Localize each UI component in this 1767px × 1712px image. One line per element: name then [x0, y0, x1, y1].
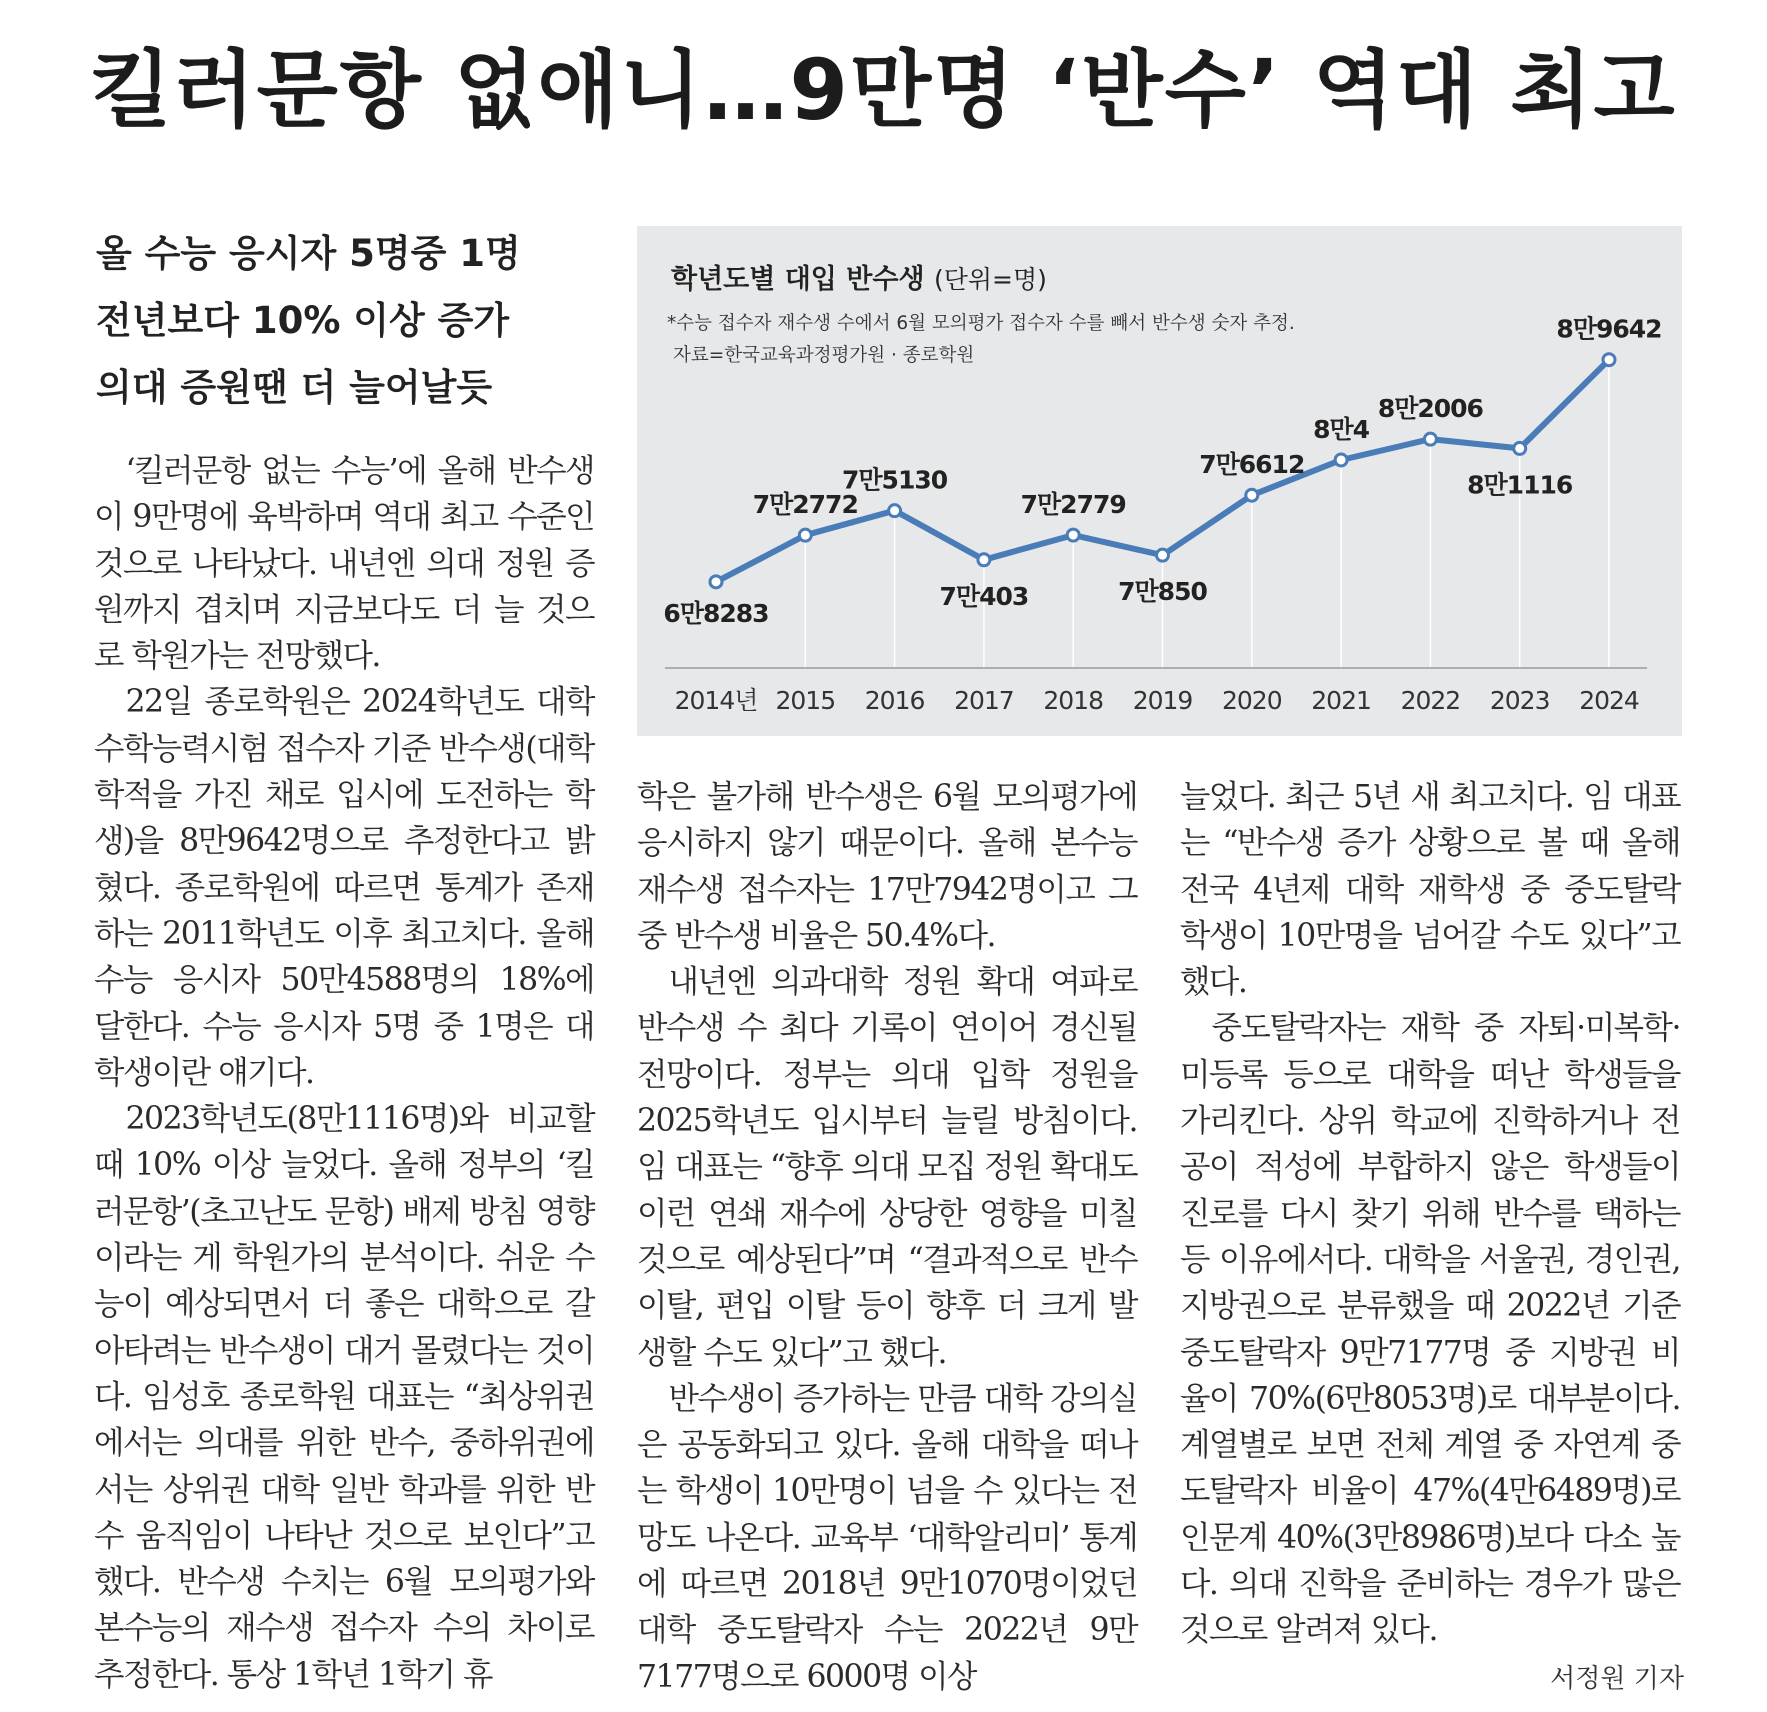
- paragraph: 중도탈락자는 재학 중 자퇴·미복학·미등록 등으로 대학을 떠난 학생들을 가리킨다. 상위 학교에 진학하거나 전공이 적성에 부합하지 않은 학생들이 진로를 다시 찾기 위해 반수를 택하는 등 이유에서다. 대학을 서울권, 경인권, 지방권으로 분류했을 때 2022년 기준 중도탈락자 9만7177명 중 지방권 비율이 70%(6만8053명)로 대부분이다. 계열별로 보면 전체 계열 중 자연계 중도탈락자 비율이 47%(4만6489명)로 인문계 40%(3만8986명)보다 다소 높다. 의대 진학을 준비하는 경우가 많은 것으로 알려져 있다.: [1180, 1010, 1680, 1649]
- article-column-3: [1180, 774, 1680, 1654]
- subheadline-2: 전년보다 10% 이상 증가: [96, 299, 510, 342]
- paragraph: 학은 불가해 반수생은 6월 모의평가에 응시하지 않기 때문이다. 올해 본수능 재수생 접수자는 17만7942명이고 그 중 반수생 비율은 50.4%다.: [637, 779, 1137, 954]
- data-label: 7만2779: [1020, 490, 1126, 520]
- chart-source: 자료=한국교육과정평가원 · 종로학원: [673, 345, 975, 366]
- x-tick-label: 2017: [954, 686, 1014, 715]
- line-chart: [637, 226, 1682, 736]
- paragraph: ‘킬러문항 없는 수능’에 올해 반수생이 9만명에 육박하며 역대 최고 수준인 것으로 나타났다. 내년엔 의대 정원 증원까지 겹치며 지금보다도 더 늘 것으로 학원가는 전망했다.: [94, 453, 594, 675]
- chart-unit: (단위=명): [933, 265, 1047, 294]
- subheadline-1: 올 수능 응시자 5명중 1명: [96, 232, 521, 275]
- x-tick-label: 2021: [1311, 686, 1371, 715]
- data-label: 7만403: [939, 581, 1029, 611]
- data-label: 8만4: [1313, 414, 1370, 444]
- data-point: [1335, 454, 1347, 466]
- x-tick-label: 2020: [1221, 686, 1282, 715]
- x-tick-label: 2015: [775, 686, 836, 715]
- data-label: 7만5130: [842, 465, 948, 495]
- article-column-1: [94, 448, 594, 1698]
- data-point: [710, 576, 722, 588]
- data-label: 7만6612: [1199, 450, 1305, 480]
- paragraph: 늘었다. 최근 5년 새 최고치다. 임 대표는 “반수생 증가 상황으로 볼 때 올해 전국 4년제 대학 재학생 중 중도탈락 학생이 10만명을 넘어갈 수도 있다”고 했다.: [1180, 779, 1680, 1001]
- data-label: 6만8283: [663, 598, 769, 628]
- data-label: 8만9642: [1556, 314, 1662, 344]
- chart-title-text: 학년도별 대입 반수생: [671, 264, 925, 295]
- article-column-2: [637, 774, 1137, 1700]
- paragraph: 내년엔 의과대학 정원 확대 여파로 반수생 수 최다 기록이 연이어 경신될 전망이다. 정부는 의대 입학 정원을 2025학년도 입시부터 늘릴 방침이다. 임 대표는 “향후 의대 모집 정원 확대도 이런 연쇄 재수에 상당한 영향을 미칠 것으로 예상된다”며 “결과적으로 반수 이탈, 편입 이탈 등이 향후 더 크게 발생할 수도 있다”고 했다.: [637, 964, 1137, 1371]
- data-point: [1424, 433, 1436, 445]
- x-tick-label: 2023: [1489, 686, 1550, 715]
- data-label: 7만850: [1118, 577, 1207, 607]
- data-label: 8만1116: [1467, 470, 1573, 500]
- paragraph: 반수생이 증가하는 만큼 대학 강의실은 공동화되고 있다. 올해 대학을 떠나는 학생이 10만명이 넘을 수 있다는 전망도 나온다. 교육부 ‘대학알리미’ 통계에 따르면 2018년 9만1070명이었던 대학 중도탈락자 수는 2022년 9만7177명으로 6000명 이상: [637, 1380, 1137, 1695]
- paragraph: 2023학년도(8만1116명)와 비교할 때 10% 이상 늘었다. 올해 정부의 ‘킬러문항’(초고난도 문항) 배제 방침 영향이라는 게 학원가의 분석이다. 쉬운 수능이 예상되면서 더 좋은 대학으로 갈아타려는 반수생이 대거 몰렸다는 것이다. 임성호 종로학원 대표는 “최상위권에서는 의대를 위한 반수, 중하위권에서는 상위권 대학 일반 학과를 위한 반수 움직임이 나타난 것으로 보인다”고 했다. 반수생 수치는 6월 모의평가와 본수능의 재수생 접수자 수의 차이로 추정한다. 통상 1학년 1학기 휴: [94, 1101, 594, 1693]
- subheadline-3: 의대 증원땐 더 늘어날듯: [96, 366, 493, 409]
- x-tick-label: 2024: [1579, 686, 1639, 715]
- data-point: [1603, 354, 1615, 366]
- subheadlines: [96, 220, 576, 421]
- chart-panel: [637, 226, 1682, 736]
- data-point: [889, 505, 901, 517]
- data-label: 8만2006: [1377, 394, 1483, 424]
- data-point: [799, 529, 811, 541]
- byline: 서정원 기자: [1550, 1664, 1684, 1694]
- x-tick-label: 2022: [1400, 686, 1461, 715]
- data-label: 7만2772: [752, 490, 858, 520]
- x-tick-label: 2019: [1132, 686, 1193, 715]
- chart-title: [670, 263, 1047, 295]
- x-tick-label: 2018: [1043, 686, 1104, 715]
- x-tick-label: 2014년: [674, 686, 758, 715]
- data-point: [1067, 529, 1079, 541]
- x-tick-label: 2016: [864, 686, 925, 715]
- headline: 킬러문항 없애니…9만명 ‘반수’ 역대 최고: [90, 41, 1677, 139]
- data-point: [1246, 489, 1258, 501]
- paragraph: 22일 종로학원은 2024학년도 대학수학능력시험 접수자 기준 반수생(대학 학적을 가진 채로 입시에 도전하는 학생)을 8만9642명으로 추정한다고 밝혔다. 종로학원에 따르면 통계가 존재하는 2011학년도 이후 최고치다. 올해 수능 응시자 50만4588명의 18%에 달한다. 수능 응시자 5명 중 1명은 대학생이란 얘기다.: [94, 684, 594, 1091]
- data-point: [978, 554, 990, 566]
- data-point: [1157, 549, 1169, 561]
- chart-note: *수능 접수자 재수생 수에서 6월 모의평가 접수자 수를 빼서 반수생 숫자 추정.: [667, 313, 1295, 334]
- data-point: [1514, 442, 1526, 454]
